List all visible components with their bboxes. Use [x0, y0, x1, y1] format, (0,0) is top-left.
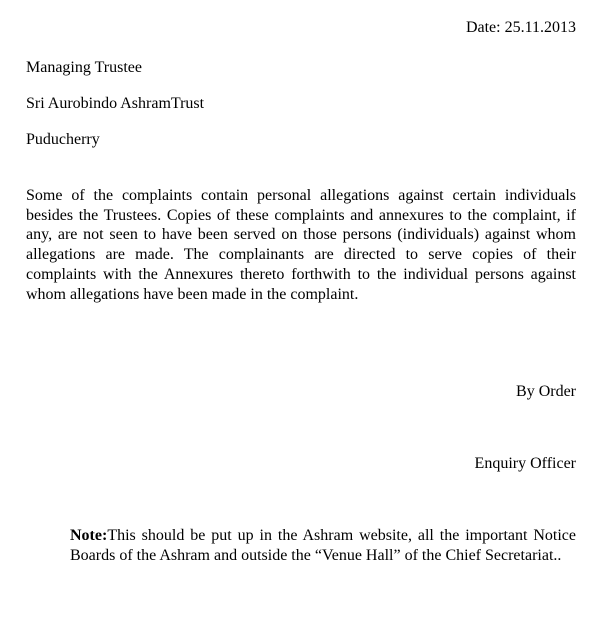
recipient-title: Managing Trustee [26, 59, 142, 76]
document-date: Date: 25.11.2013 [465, 19, 576, 36]
note-text: This should be put up in the Ashram website, all the important Notice Boards of the Ashram and outside the “Venue Hall” of the Chief Secretariat.. [70, 527, 576, 564]
note-label: Note: [70, 527, 108, 544]
recipient-city: Puducherry [26, 131, 100, 148]
signatory-title: Enquiry Officer [474, 455, 576, 472]
main-paragraph: Some of the complaints contain personal allegations against certain individuals besides the Trustees. Copies of these complaints and annexures to the complaint, if any, are not seen to have been served on those persons (individuals) against whom allegations are made. The complainants are directed to serve copies of their complaints with the Annexures thereto forthwith to the individual persons against whom allegations have been made in the complaint. [26, 187, 576, 303]
recipient-organization: Sri Aurobindo AshramTrust [26, 95, 205, 112]
note-block [70, 526, 576, 566]
by-order-line: By Order [516, 383, 576, 400]
